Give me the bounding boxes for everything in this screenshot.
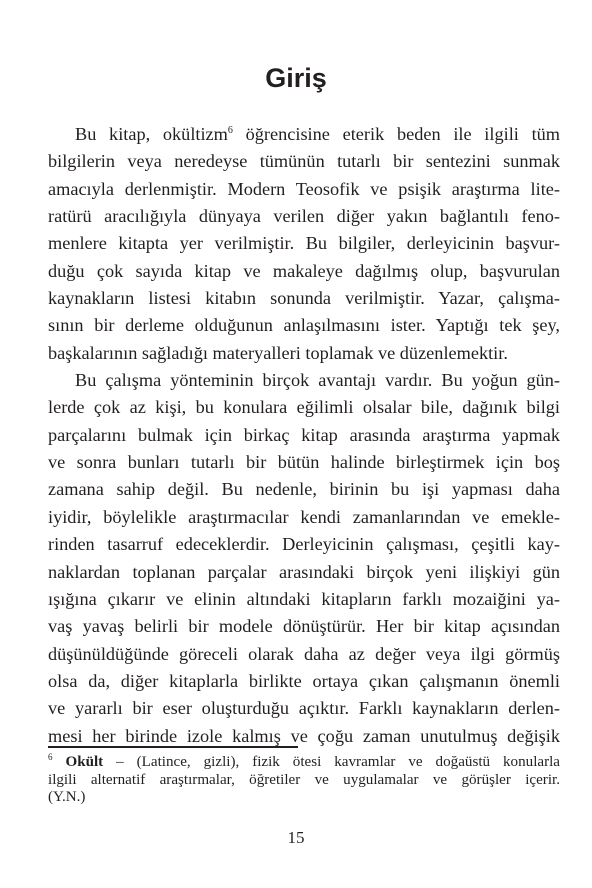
body-line: ve yararlı bir eser oluşturduğu açıktır. Farklı kaynakların derlen- [48,698,560,719]
body-line: amacıyla derlenmiştir. Modern Teosofik ve psişik araştırma lite- [48,178,560,199]
body-line: vaş yavaş belirli bir modele dönüştürür. Her bir kitap açısından [48,616,560,637]
body-line: kaynakların listesi kitabın sonunda verilmiştir. Yazar, çalışma- [48,288,560,309]
body-line: başkalarının sağladığı materyalleri toplamak ve düzenlemektir. [48,342,508,363]
body-line: mesi her birinde izole kalmış ve çoğu zaman unutulmuş değişik [48,725,560,746]
chapter-title: Giriş [265,63,327,93]
page-number: 15 [287,828,305,847]
body-line: Bu çalışma yönteminin birçok avantajı vardır. Bu yoğun gün- [75,370,560,391]
body-line [48,121,560,148]
body-line: zamana sahip değil. Bu nedenle, birinin bu işi yapması daha [48,479,560,500]
body-line: menlere kitapta yer verilmiştir. Bu bilgiler, derleyicinin başvur- [48,233,560,254]
body-line: lerde çok az kişi, bu konulara eğilimli olsalar bile, dağınık bilgi [48,397,560,418]
footnote-line: (Y.N.) [48,789,86,805]
body-line: iyidir, böylelikle araştırmacılar kendi zamanlarından ve emekle- [48,506,560,527]
body-line: sının bir derleme olduğunun anlaşılmasını ister. Yaptığı tek şey, [48,315,560,336]
footnote-marker: 6 [48,752,53,762]
body-line-text: öğrencisine eterik beden ile ilgili tüm [232,124,561,144]
footnote-definition: – (Latince, gizli), fizik ötesi kavramlar ve doğaüstü konularla [103,754,560,770]
body-line: bilgilerin veya neredeyse tümünün tutarlı bir sentezini sunmak [48,151,560,172]
body-line: ratürü aracılığıyla dünyaya verilen diğer yakın bağlantılı feno- [48,206,560,227]
footnote-rule [48,746,298,748]
footnote-line [48,754,560,772]
body-line: naklardan toplanan parçalar arasındaki birçok yeni ilişkiyi gün [48,561,560,582]
body-line: ışığına çıkarır ve elinin altındaki kitapların farklı mozaiğini ya- [48,588,560,609]
body-line-text: Bu kitap, okültizm [75,124,228,144]
body-line: düşünüldüğünde göreceli olarak daha az değer veya ilgi görmüş [48,643,560,664]
body-line: olsa da, diğer kitaplarla birlikte ortaya çıkan çalışmanın önemli [48,670,560,691]
body-line: ve sonra bunları tutarlı bir bütün halinde birleştirmek için boş [48,452,560,473]
body-line: duğu çok sayıda kitap ve makaleye dağılmış olup, başvurulan [48,260,560,281]
body-line: rinden tasarruf edeceklerdir. Derleyicinin çalışması, çeşitli kay- [48,534,560,555]
footnote-line: ilgili alternatif araştırmalar, öğretiler ve uygulamalar ve görüşler içerir. [48,771,560,788]
body-line: parçalarını bulmak için birkaç kitap arasında araştırma yapmak [48,424,560,445]
footnote [48,754,560,807]
body-text [48,121,560,750]
footnote-reference[interactable]: 6 [227,125,233,136]
footnote-term: Okült [65,754,104,770]
